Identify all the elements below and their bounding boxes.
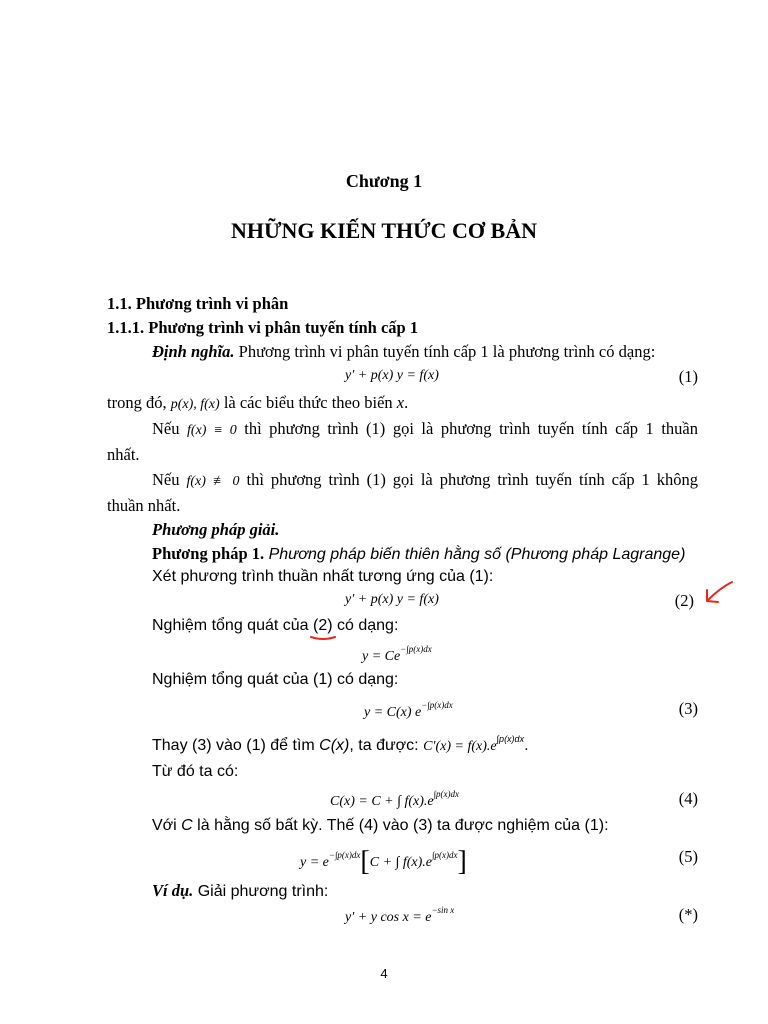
equation-5-number: (5): [678, 847, 698, 866]
equation-1-number: (1): [678, 367, 698, 386]
nonhomogeneous-line-2: thuần nhất.: [107, 496, 181, 515]
nonhomogeneous-line-1: Nếu f(x) ≢ 0 thì phương trình (1) gọi là phương trình tuyến tính cấp 1 không: [152, 470, 698, 489]
where-paragraph: trong đó, p(x), f(x) là các biểu thức theo biến x.: [107, 393, 409, 412]
solve-method-heading: Phương pháp giải.: [152, 520, 280, 539]
method-1-text: Phương pháp biến thiên hằng số (Phương pháp Lagrange): [264, 546, 686, 563]
homogeneous-line-1: Nếu f(x) ≡ 0 thì phương trình (1) gọi là phương trình tuyến tính cấp 1 thuần: [152, 419, 698, 438]
section-heading: 1.1. Phương trình vi phân: [107, 294, 289, 313]
method-1-label: Phương pháp 1.: [152, 544, 265, 563]
example-text: Giải phương trình:: [193, 883, 329, 900]
definition-text: Phương trình vi phân tuyến tính cấp 1 là phương trình có dạng:: [234, 342, 656, 361]
example-equation-number: (*): [678, 905, 698, 924]
chapter-heading: Chương 1: [345, 171, 423, 191]
equation-5: $y = e^{-\int p(x)dx}[C$ + ∫ $f(x).e^{\int p(x)dx}$]: [300, 846, 467, 877]
equation-2-number: (2): [674, 591, 694, 610]
equation-3-number: (3): [678, 699, 698, 718]
homogeneous-line-2: nhất.: [107, 445, 140, 464]
method-1-line: [152, 544, 685, 564]
consider-line: Xét phương trình thuần nhất tương ứng của (1):: [152, 568, 494, 585]
substitute-line: Thay (3) vào (1) để tìm C(x), ta được: $C'(x) = f(x).e^{\int p(x)dx}$.: [152, 734, 529, 754]
example-label: Ví dụ.: [152, 881, 194, 900]
equation-2-reference: (2): [313, 617, 333, 634]
constant-line: Với C là hằng số bất kỳ. Thế (4) vào (3) ta được nghiệm của (1):: [152, 817, 609, 834]
equation-1: y′ + p(x) y = f(x): [345, 368, 439, 383]
chapter-title: NHỮNG KIẾN THỨC CƠ BẢN: [231, 218, 537, 243]
example-equation: y′ + y $\cos x = e^{-sin x}$: [345, 905, 455, 925]
equation-4: C(x) = C + ∫ $f(x).e^{\int p(x)dx}$: [330, 789, 460, 809]
general-solution-1-line: Nghiệm tổng quát của (1) có dạng:: [152, 671, 399, 688]
page-number: 4: [380, 966, 388, 981]
definition-label: Định nghĩa.: [152, 342, 235, 361]
from-that-line: Từ đó ta có:: [152, 763, 239, 780]
general-solution-2-equation: $y = Ce^{-\int p(x)dx}$: [362, 644, 432, 664]
red-arrow-annotation: [700, 578, 736, 608]
general-solution-2-line: Nghiệm tổng quát của (2) có dạng:: [152, 617, 399, 634]
red-underline-annotation: [309, 634, 337, 642]
equation-2: y′ + p(x) y = f(x): [345, 592, 439, 607]
equation-3: y = C(x) $e^{-\int p(x)dx}$: [364, 700, 453, 720]
definition-paragraph: [152, 342, 655, 362]
equation-4-number: (4): [678, 789, 698, 808]
example-line: [152, 881, 328, 901]
where-expression: p(x), f(x): [170, 397, 220, 412]
subsection-heading: 1.1.1. Phương trình vi phân tuyến tính cấp 1: [107, 318, 419, 337]
